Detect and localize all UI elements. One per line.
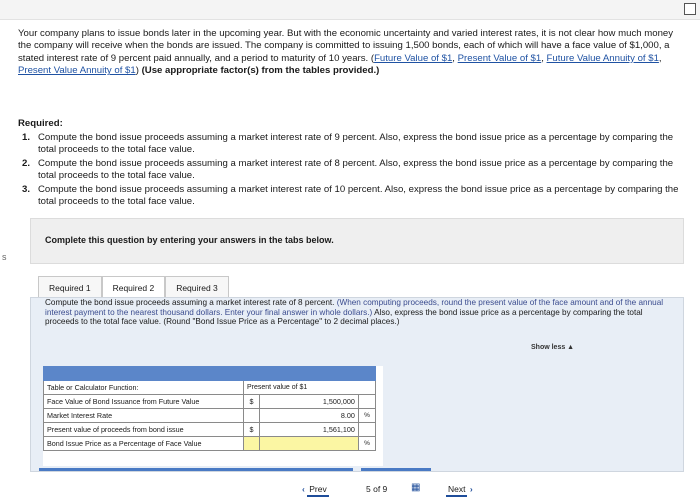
currency-symbol [244, 437, 260, 451]
intro-text: Your company plans to issue bonds later in the upcoming year. But with the economic uncertainty and varied interest rates, it is not clear how much money the company will receive when the bonds are issued. The company is committed to issuing 1,500 bonds, each of which will have a face value of $1,000, a stated interest rate of 9 percent paid annually, and a period to maturity of 10 years. ( [18, 28, 674, 64]
required-num: 1. [22, 132, 31, 143]
answer-table [43, 366, 376, 451]
row-label: Bond Issue Price as a Percentage of Face Value [44, 437, 244, 451]
pct-cell [358, 395, 375, 409]
table-row [44, 395, 376, 409]
table-header-row [44, 367, 376, 381]
required-text: Compute the bond issue proceeds assuming a market interest rate of 10 percent. Also, express the bond issue price as a percentage by comparing the total proceeds to the total face value. [38, 184, 679, 207]
answer-panel [30, 297, 684, 472]
currency-symbol: $ [244, 395, 260, 409]
next-label: Next [446, 484, 467, 497]
required-item [18, 158, 683, 182]
page-count: 5 of 9 [366, 484, 388, 494]
required-section [18, 118, 683, 208]
prev-button[interactable] [302, 484, 329, 494]
table-row [44, 409, 376, 423]
question-main: Compute the bond issue proceeds assuming a market interest rate of 8 percent. [45, 298, 335, 307]
present-value-input[interactable]: 1,561,100 [260, 423, 359, 437]
row-label: Table or Calculator Function: [44, 381, 244, 395]
prev-label: Prev [307, 484, 328, 497]
show-less-toggle[interactable]: Show less ▲ [531, 344, 575, 351]
window-checkbox[interactable] [684, 3, 696, 15]
table-row [44, 381, 376, 395]
header-blank [44, 367, 244, 381]
question-round: (Round "Bond Issue Price as a Percentage" to 2 decimal places.) [163, 317, 400, 327]
instructions-panel [30, 218, 684, 264]
problem-intro: Your company plans to issue bonds later in the upcoming year. But with the economic uncertainty and varied interest rates, it is not clear how much money the company will receive when the bonds are issued. The company is committed to issuing 1,500 bonds, each of which will have a face value of $1,000, a stated interest rate of 9 percent paid annually, and a period to maturity of 10 years. (Future Value of $1, Present Value of $1, Future Value Annuity of $1, Present Value Annuity of $1) (Use appropriate factor(s) from the tables provided.) [18, 28, 674, 77]
currency-symbol: $ [244, 423, 260, 437]
pct-symbol: % [358, 437, 375, 451]
column-header-label: Present value of $1 [244, 381, 376, 395]
top-bar [0, 0, 700, 20]
intro-close-paren: ) [135, 65, 139, 77]
tab-required-3[interactable]: Required 3 [165, 276, 229, 298]
required-num: 2. [22, 158, 31, 169]
issue-price-pct-input[interactable] [260, 437, 359, 451]
link-future-value-annuity[interactable]: Future Value Annuity of $1 [546, 52, 659, 64]
face-value-input[interactable]: 1,500,000 [260, 395, 359, 409]
link-present-value-annuity[interactable]: Present Value Annuity of $1 [18, 65, 136, 77]
header-blue-cell [244, 367, 376, 381]
currency-symbol [244, 409, 260, 423]
next-button[interactable] [446, 484, 473, 494]
table-row [44, 437, 376, 451]
question-text [45, 298, 673, 327]
required-text: Compute the bond issue proceeds assuming a market interest rate of 8 percent. Also, express the bond issue price as a percentage by comparing the total proceeds to the total face value. [38, 158, 674, 181]
table-underline-right [361, 468, 431, 471]
question-also: Also, express the bond issue price as a percentage by comparing the total proceeds to the total face value. [45, 307, 643, 327]
chevron-left-icon: ‹ [302, 484, 305, 494]
required-num: 3. [22, 184, 31, 195]
chevron-right-icon: › [469, 484, 473, 494]
pct-symbol: % [358, 409, 375, 423]
table-underline-left [39, 468, 353, 471]
edge-mark: s [2, 252, 7, 262]
required-title: Required: [18, 118, 63, 129]
question-hint: (When computing proceeds, round the present value of the face amount and of the annual interest payment to the nearest thousand dollars. Enter your final answer in whole dollars.) [45, 298, 664, 317]
tab-required-2[interactable]: Required 2 [102, 276, 166, 298]
required-item [18, 132, 683, 156]
pct-cell [358, 423, 375, 437]
tab-required-1[interactable]: Required 1 [38, 276, 102, 298]
link-present-value[interactable]: Present Value of $1 [457, 52, 542, 64]
intro-bold-note: (Use appropriate factor(s) from the tables provided.) [141, 65, 380, 77]
market-rate-input[interactable]: 8.00 [260, 409, 359, 423]
required-item [18, 184, 683, 208]
answer-table-wrap [43, 366, 383, 466]
table-row [44, 423, 376, 437]
instructions-text: Complete this question by entering your answers in the tabs below. [45, 235, 334, 245]
row-label: Face Value of Bond Issuance from Future Value [44, 395, 244, 409]
grid-icon[interactable]: ▦ [411, 482, 421, 493]
row-label: Market Interest Rate [44, 409, 244, 423]
required-text: Compute the bond issue proceeds assuming a market interest rate of 9 percent. Also, express the bond issue price as a percentage by comparing the total proceeds to the total face value. [38, 132, 674, 155]
tab-bar [38, 276, 229, 298]
link-future-value[interactable]: Future Value of $1 [374, 52, 453, 64]
row-label: Present value of proceeds from bond issue [44, 423, 244, 437]
